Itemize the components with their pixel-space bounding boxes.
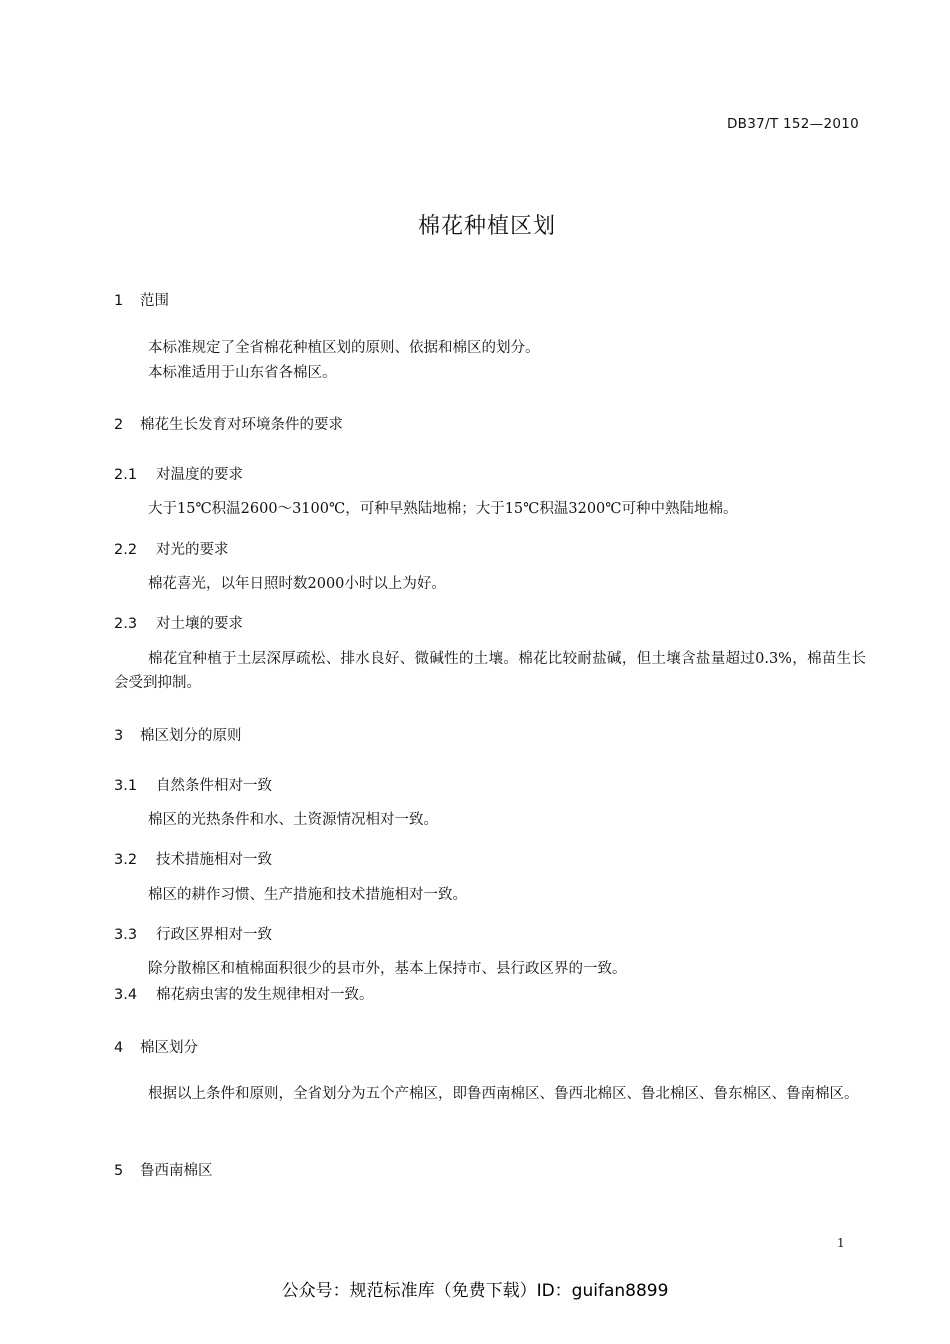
section-3-1-heading xyxy=(114,774,272,795)
footer-watermark: 公众号：规范标准库（免费下载）ID：guifan8899 xyxy=(281,1281,669,1301)
section-title: 棉花生长发育对环境条件的要求 xyxy=(140,417,343,433)
section-2-1-paragraph: 大于15℃积温2600～3100℃，可种早熟陆地棉；大于15℃积温3200℃可种中熟陆地棉。 xyxy=(148,501,738,517)
subsection-title: 行政区界相对一致 xyxy=(156,927,272,943)
section-number: 5 xyxy=(114,1163,124,1179)
section-4-heading xyxy=(114,1036,198,1057)
subsection-title: 自然条件相对一致 xyxy=(156,778,272,794)
section-2-2-paragraph: 棉花喜光，以年日照时数2000小时以上为好。 xyxy=(148,576,446,592)
page-number: 1 xyxy=(837,1236,845,1250)
section-1-heading xyxy=(114,289,169,310)
document-title: 棉花种植区划 xyxy=(417,214,556,239)
section-3-2-paragraph: 棉区的耕作习惯、生产措施和技术措施相对一致。 xyxy=(148,887,467,903)
section-number: 1 xyxy=(114,293,124,309)
section-1-paragraph-2: 本标准适用于山东省各棉区。 xyxy=(148,365,337,381)
subsection-number: 3.3 xyxy=(114,927,138,943)
subsection-number: 3.2 xyxy=(114,852,138,868)
section-2-3-paragraph: 棉花宜种植于土层深厚疏松、排水良好、微碱性的土壤。棉花比较耐盐碱，但土壤含盐量超过0.3%，棉苗生长会受到抑制。 xyxy=(114,651,866,691)
section-3-3-heading xyxy=(114,923,272,944)
subsection-text: 棉花病虫害的发生规律相对一致。 xyxy=(156,987,374,1003)
section-number: 3 xyxy=(114,728,124,744)
section-3-3-paragraph: 除分散棉区和植棉面积很少的县市外，基本上保持市、县行政区界的一致。 xyxy=(148,961,627,977)
subsection-title: 对温度的要求 xyxy=(156,467,243,483)
subsection-number: 2.1 xyxy=(114,467,138,483)
section-2-heading xyxy=(114,413,343,434)
subsection-title: 技术措施相对一致 xyxy=(156,852,272,868)
section-4-paragraph: 根据以上条件和原则，全省划分为五个产棉区，即鲁西南棉区、鲁西北棉区、鲁北棉区、鲁东棉区、鲁南棉区。 xyxy=(148,1086,859,1102)
subsection-number: 3.4 xyxy=(114,987,138,1003)
subsection-number: 3.1 xyxy=(114,778,138,794)
standard-code: DB37/T 152—2010 xyxy=(726,116,859,132)
section-title: 范围 xyxy=(140,293,169,309)
section-2-2-heading xyxy=(114,538,229,559)
section-1-paragraph-1: 本标准规定了全省棉花种植区划的原则、依据和棉区的划分。 xyxy=(148,340,540,356)
section-3-4-line xyxy=(114,983,374,1007)
section-title: 鲁西南棉区 xyxy=(140,1163,213,1179)
section-3-heading xyxy=(114,724,242,745)
section-number: 2 xyxy=(114,417,124,433)
section-title: 棉区划分 xyxy=(140,1040,198,1056)
section-2-3-heading xyxy=(114,612,243,633)
subsection-title: 对光的要求 xyxy=(156,542,229,558)
subsection-title: 对土壤的要求 xyxy=(156,616,243,632)
section-3-2-heading xyxy=(114,848,272,869)
subsection-number: 2.2 xyxy=(114,542,138,558)
subsection-number: 2.3 xyxy=(114,616,138,632)
section-number: 4 xyxy=(114,1040,124,1056)
section-3-1-paragraph: 棉区的光热条件和水、土资源情况相对一致。 xyxy=(148,812,438,828)
section-title: 棉区划分的原则 xyxy=(140,728,242,744)
section-5-heading xyxy=(114,1159,213,1180)
section-2-1-heading xyxy=(114,463,243,484)
